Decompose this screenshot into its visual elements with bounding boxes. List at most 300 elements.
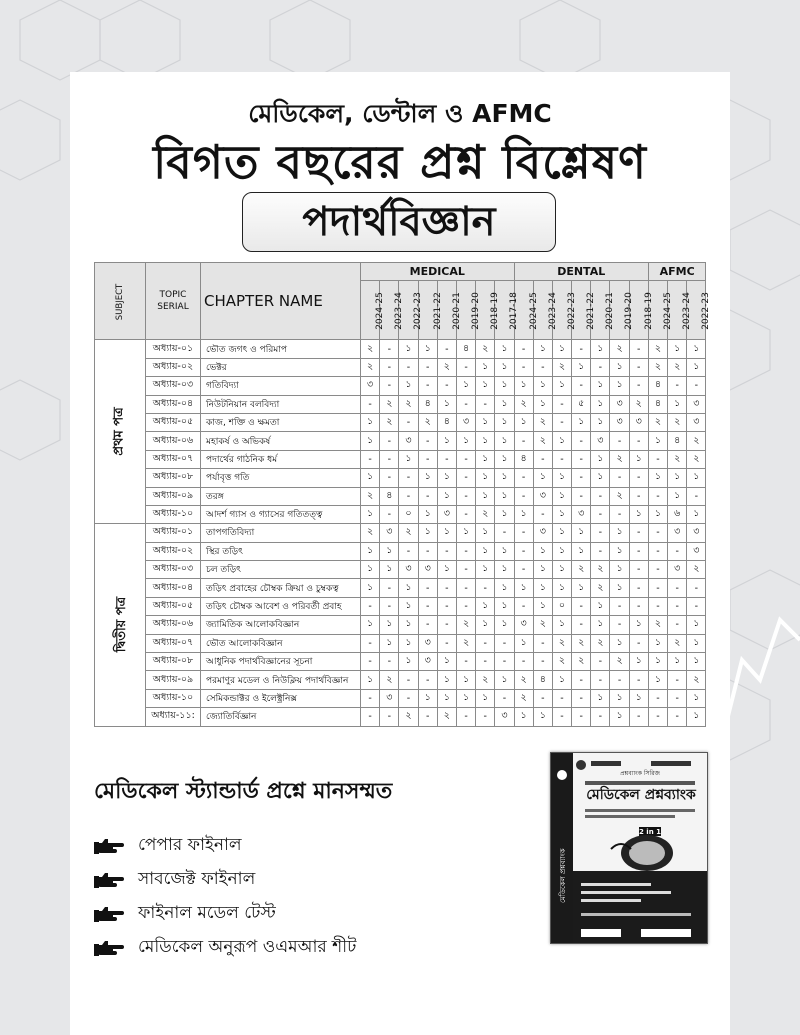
features-title: মেডিকেল স্ট্যান্ডার্ড প্রশ্নে মানসম্মত	[94, 779, 393, 804]
subject-column-header	[95, 263, 146, 340]
question-count-cell: -	[380, 597, 399, 615]
question-count-cell: -	[456, 561, 475, 579]
question-count-cell: -	[495, 689, 514, 707]
question-count-cell: ১	[495, 432, 514, 450]
feature-text: পেপার ফাইনাল	[138, 835, 242, 855]
question-count-cell: ৪	[533, 671, 552, 689]
question-count-cell: ২	[456, 634, 475, 652]
question-count-cell: -	[668, 708, 687, 726]
question-count-cell: ৪	[668, 432, 687, 450]
question-count-cell: ২	[610, 450, 629, 468]
question-count-cell: ১	[533, 377, 552, 395]
table-row	[95, 377, 706, 395]
question-count-cell: -	[456, 450, 475, 468]
question-count-cell: ১	[361, 505, 380, 523]
question-count-cell: -	[361, 689, 380, 707]
question-count-cell: ২	[668, 358, 687, 376]
question-count-cell: ১	[418, 340, 437, 358]
question-count-cell: ১	[476, 377, 495, 395]
question-count-cell: ২	[380, 395, 399, 413]
question-count-cell: ২	[476, 505, 495, 523]
question-count-cell: ৩	[687, 395, 706, 413]
question-count-cell: -	[380, 653, 399, 671]
question-count-cell: ১	[648, 634, 667, 652]
question-count-cell: -	[476, 579, 495, 597]
question-count-cell: -	[648, 708, 667, 726]
question-count-cell: -	[418, 432, 437, 450]
feature-item	[94, 863, 534, 897]
chapter-name: পরমাণুর মডেল ও নিউক্লিয় পদার্থবিজ্ঞান	[201, 671, 361, 689]
chapter-serial: অধ্যায়-০৫	[146, 413, 201, 431]
question-count-cell: ১	[456, 689, 475, 707]
question-count-cell: -	[591, 653, 610, 671]
question-count-cell: ১	[552, 542, 571, 560]
question-count-cell: ১	[361, 413, 380, 431]
question-count-cell: ৪	[648, 377, 667, 395]
question-count-cell: -	[380, 432, 399, 450]
question-count-cell: -	[456, 505, 475, 523]
chapter-name-header: CHAPTER NAME	[201, 263, 361, 340]
year-label: 2024-25	[528, 292, 539, 330]
chapter-serial: অধ্যায়-১০	[146, 689, 201, 707]
question-count-cell: ৩	[687, 413, 706, 431]
question-count-cell: ১	[418, 524, 437, 542]
question-count-cell: -	[572, 450, 591, 468]
question-count-cell: ২	[687, 671, 706, 689]
question-count-cell: ১	[514, 634, 533, 652]
table-row	[95, 708, 706, 726]
question-count-cell: ১	[476, 450, 495, 468]
question-count-cell: -	[572, 377, 591, 395]
question-count-cell: ২	[380, 671, 399, 689]
question-count-cell: ৪	[418, 395, 437, 413]
question-count-cell: -	[456, 395, 475, 413]
question-count-cell: ১	[610, 561, 629, 579]
question-count-cell: ২	[399, 708, 418, 726]
question-count-cell: -	[437, 377, 456, 395]
question-count-cell: ৬	[668, 505, 687, 523]
question-count-cell: -	[399, 413, 418, 431]
question-count-cell: ১	[552, 505, 571, 523]
question-count-cell: ২	[668, 634, 687, 652]
feature-item	[94, 829, 534, 863]
table-row	[95, 542, 706, 560]
table-header	[95, 263, 712, 340]
chapter-serial: অধ্যায়-০৭	[146, 634, 201, 652]
question-count-cell: ১	[533, 340, 552, 358]
question-count-cell: -	[648, 487, 667, 505]
question-count-cell: -	[495, 634, 514, 652]
chapter-serial: অধ্যায়-০৮	[146, 653, 201, 671]
question-count-cell: ১	[514, 505, 533, 523]
question-count-cell: ১	[687, 616, 706, 634]
question-count-cell: ২	[533, 413, 552, 431]
question-count-cell: ১	[533, 542, 552, 560]
chapter-serial: অধ্যায়-০৬	[146, 616, 201, 634]
question-count-cell: ১	[495, 340, 514, 358]
question-count-cell: ১	[552, 340, 571, 358]
question-count-cell: ২	[514, 671, 533, 689]
question-count-cell: ১	[418, 689, 437, 707]
topic-serial-header: TOPIC SERIAL	[146, 263, 201, 340]
question-count-cell: -	[495, 524, 514, 542]
question-count-cell: -	[629, 469, 648, 487]
question-count-cell: ২	[687, 561, 706, 579]
question-count-cell: -	[629, 524, 648, 542]
question-count-cell: ১	[418, 505, 437, 523]
question-count-cell: ২	[648, 340, 667, 358]
question-count-cell: ১	[552, 561, 571, 579]
chapter-serial: অধ্যায়-০৭	[146, 450, 201, 468]
pointing-hand-icon	[94, 939, 124, 957]
chapter-serial: অধ্যায়-০২	[146, 542, 201, 560]
question-count-cell: ২	[668, 413, 687, 431]
question-count-cell: ১	[361, 432, 380, 450]
question-count-cell: ২	[399, 395, 418, 413]
year-label: 2023-24	[547, 292, 558, 330]
year-label: 2024-25	[662, 292, 673, 330]
question-count-cell: -	[380, 377, 399, 395]
question-count-cell: ২	[572, 634, 591, 652]
question-count-cell: ১	[495, 579, 514, 597]
question-count-cell: ৪	[437, 413, 456, 431]
question-count-cell: ২	[476, 671, 495, 689]
question-count-cell: ২	[399, 524, 418, 542]
question-count-cell: ১	[495, 395, 514, 413]
feature-text: সাবজেক্ট ফাইনাল	[138, 869, 256, 889]
book-title: মেডিকেল প্রশ্নব্যাংক	[586, 787, 696, 803]
question-count-cell: ১	[648, 505, 667, 523]
chapter-name: ভৌত আলোকবিজ্ঞান	[201, 634, 361, 652]
question-count-cell: -	[668, 689, 687, 707]
book-spine-text: মেডিকেল প্রশ্নব্যাংক	[559, 848, 567, 903]
question-count-cell: -	[629, 671, 648, 689]
question-count-cell: ১	[476, 689, 495, 707]
table-row	[95, 671, 706, 689]
question-count-cell: -	[418, 597, 437, 615]
question-count-cell: -	[514, 597, 533, 615]
year-label: 2018-19	[643, 292, 654, 330]
question-count-cell: -	[572, 340, 591, 358]
question-count-cell: ২	[687, 432, 706, 450]
question-count-cell: -	[399, 358, 418, 376]
pointing-hand-icon	[94, 871, 124, 889]
question-count-cell: -	[476, 395, 495, 413]
question-count-cell: -	[437, 634, 456, 652]
question-count-cell: -	[648, 450, 667, 468]
question-count-cell: ১	[572, 542, 591, 560]
question-count-cell: -	[533, 505, 552, 523]
question-count-cell: ১	[380, 616, 399, 634]
question-count-cell: ২	[533, 432, 552, 450]
question-count-cell: ২	[456, 616, 475, 634]
question-count-cell: -	[648, 579, 667, 597]
chapter-serial: অধ্যায়-০৪	[146, 579, 201, 597]
feature-text: ফাইনাল মডেল টেস্ট	[138, 903, 276, 923]
question-count-cell: -	[687, 487, 706, 505]
question-count-cell: -	[399, 542, 418, 560]
question-count-cell: ১	[668, 469, 687, 487]
question-count-cell: ৩	[418, 561, 437, 579]
question-count-cell: ৩	[437, 505, 456, 523]
chapter-name: ভেক্টর	[201, 358, 361, 376]
table-row	[95, 616, 706, 634]
chapter-serial: অধ্যায়-০৩	[146, 561, 201, 579]
question-count-cell: ১	[687, 358, 706, 376]
question-count-cell: -	[514, 469, 533, 487]
question-count-cell: ২	[533, 616, 552, 634]
year-label: 2019-20	[624, 292, 635, 330]
chapter-name: তড়িৎ চৌম্বক আবেশ ও পরিবর্তী প্রবাহ	[201, 597, 361, 615]
question-count-cell: ১	[552, 524, 571, 542]
chapter-serial: অধ্যায়-০৩	[146, 377, 201, 395]
question-count-cell: ১	[495, 505, 514, 523]
table-row	[95, 653, 706, 671]
question-count-cell: ৩	[380, 689, 399, 707]
year-header	[361, 281, 385, 340]
question-count-cell: ১	[476, 413, 495, 431]
chapter-name: স্থির তড়িৎ	[201, 542, 361, 560]
question-count-cell: -	[380, 340, 399, 358]
question-count-cell: -	[456, 469, 475, 487]
question-count-cell: -	[552, 708, 571, 726]
table-row	[95, 413, 706, 431]
question-count-cell: -	[591, 524, 610, 542]
question-count-cell: -	[361, 634, 380, 652]
question-count-cell: ৩	[572, 505, 591, 523]
question-count-cell: -	[610, 671, 629, 689]
chapter-name: মহাকর্ষ ও অভিকর্ষ	[201, 432, 361, 450]
question-count-cell: ১	[591, 413, 610, 431]
chapter-serial: অধ্যায়-০১	[146, 524, 201, 542]
question-count-cell: ৩	[495, 708, 514, 726]
chapter-name: তাপগতিবিদ্যা	[201, 524, 361, 542]
question-count-cell: ১	[552, 432, 571, 450]
question-count-cell: ২	[610, 340, 629, 358]
question-count-cell: ১	[514, 579, 533, 597]
question-count-cell: -	[591, 358, 610, 376]
question-count-cell: ১	[361, 671, 380, 689]
question-count-cell: ১	[648, 653, 667, 671]
question-count-cell: -	[648, 542, 667, 560]
question-count-cell: ২	[514, 395, 533, 413]
question-count-cell: ১	[476, 597, 495, 615]
question-count-cell: -	[437, 579, 456, 597]
question-count-cell: ১	[495, 377, 514, 395]
table-row	[95, 395, 706, 413]
question-count-cell: ৩	[668, 561, 687, 579]
question-count-cell: ১	[610, 358, 629, 376]
question-count-cell: -	[668, 377, 687, 395]
question-count-cell: -	[629, 579, 648, 597]
question-count-cell: ২	[648, 616, 667, 634]
question-count-cell: ১	[399, 634, 418, 652]
question-count-cell: -	[380, 708, 399, 726]
question-count-cell: ০	[552, 597, 571, 615]
table-row	[95, 450, 706, 468]
chapter-name: তরঙ্গ	[201, 487, 361, 505]
question-count-cell: -	[533, 653, 552, 671]
question-count-cell: ১	[629, 689, 648, 707]
question-count-cell: ১	[399, 616, 418, 634]
question-count-cell: -	[380, 579, 399, 597]
paper-part-label	[95, 524, 146, 726]
question-count-cell: ২	[591, 561, 610, 579]
question-count-cell: ২	[418, 413, 437, 431]
chapter-name: আধুনিক পদার্থবিজ্ঞানের সূচনা	[201, 653, 361, 671]
question-count-cell: ১	[495, 450, 514, 468]
question-count-cell: ৩	[399, 561, 418, 579]
chapter-serial: অধ্যায়-০৮	[146, 469, 201, 487]
question-count-cell: -	[533, 450, 552, 468]
header-subtitle: মেডিকেল, ডেন্টাল ও AFMC	[248, 99, 552, 128]
question-count-cell: ১	[610, 689, 629, 707]
question-count-cell: ১	[687, 708, 706, 726]
year-label: 2023-24	[681, 292, 692, 330]
question-count-cell: -	[629, 358, 648, 376]
question-count-cell: -	[572, 487, 591, 505]
question-count-cell: -	[514, 653, 533, 671]
question-count-cell: -	[687, 597, 706, 615]
question-count-cell: ১	[476, 524, 495, 542]
question-count-cell: ১	[380, 634, 399, 652]
question-count-cell: -	[418, 487, 437, 505]
table-row	[95, 634, 706, 652]
question-count-cell: -	[399, 487, 418, 505]
question-count-cell: -	[572, 597, 591, 615]
chapter-name: কাজ, শক্তি ও ক্ষমতা	[201, 413, 361, 431]
question-count-cell: ১	[629, 616, 648, 634]
question-count-cell: ৩	[629, 413, 648, 431]
question-count-cell: -	[572, 671, 591, 689]
question-count-cell: ৩	[533, 487, 552, 505]
question-count-cell: ১	[399, 653, 418, 671]
question-count-cell: -	[418, 450, 437, 468]
question-count-cell: ১	[437, 689, 456, 707]
question-count-cell: ৩	[514, 616, 533, 634]
question-count-cell: ১	[476, 487, 495, 505]
question-count-cell: -	[456, 542, 475, 560]
table-row	[95, 340, 706, 358]
question-count-cell: -	[437, 597, 456, 615]
chapter-serial: অধ্যায়-০৬	[146, 432, 201, 450]
question-count-cell: -	[610, 469, 629, 487]
question-count-cell: ২	[572, 653, 591, 671]
question-count-cell: -	[361, 450, 380, 468]
question-count-cell: -	[514, 542, 533, 560]
question-count-cell: ২	[629, 395, 648, 413]
chapter-serial: অধ্যায়-১০	[146, 505, 201, 523]
question-count-cell: -	[456, 653, 475, 671]
chapter-name: পর্যাবৃত্ত গতি	[201, 469, 361, 487]
question-count-cell: ১	[533, 469, 552, 487]
question-count-cell: -	[456, 708, 475, 726]
question-count-cell: ৩	[610, 395, 629, 413]
question-count-cell: ১	[648, 671, 667, 689]
question-count-cell: ২	[572, 561, 591, 579]
question-count-cell: ১	[552, 616, 571, 634]
question-count-cell: ১	[687, 689, 706, 707]
question-count-cell: ১	[648, 469, 667, 487]
question-count-cell: ১	[668, 340, 687, 358]
feature-item	[94, 931, 534, 965]
chapter-name: জ্যামিতিক আলোকবিজ্ঞান	[201, 616, 361, 634]
question-count-cell: ১	[687, 505, 706, 523]
question-count-cell: ১	[437, 432, 456, 450]
question-count-cell: -	[361, 395, 380, 413]
question-count-cell: -	[361, 708, 380, 726]
question-count-cell: ১	[610, 377, 629, 395]
year-label: 2020-21	[451, 292, 462, 330]
question-count-cell: -	[610, 597, 629, 615]
table-row	[95, 524, 706, 542]
question-count-cell: ২	[514, 689, 533, 707]
book-cover-graphic	[551, 753, 707, 943]
question-count-cell: ৩	[610, 413, 629, 431]
pointing-hand-icon	[94, 905, 124, 923]
question-count-cell: ৫	[572, 395, 591, 413]
question-count-cell: ১	[437, 653, 456, 671]
question-count-cell: -	[552, 413, 571, 431]
question-count-cell: -	[514, 561, 533, 579]
table-row	[95, 597, 706, 615]
question-count-cell: -	[591, 505, 610, 523]
question-count-cell: ৪	[380, 487, 399, 505]
table-body	[95, 340, 706, 726]
question-count-cell: -	[648, 561, 667, 579]
question-count-cell: -	[648, 597, 667, 615]
question-count-cell: -	[629, 561, 648, 579]
question-count-cell: ১	[495, 597, 514, 615]
question-count-cell: ১	[399, 579, 418, 597]
question-count-cell: ১	[418, 469, 437, 487]
chapter-serial: অধ্যায়-১১:	[146, 708, 201, 726]
question-count-cell: -	[629, 340, 648, 358]
question-count-cell: -	[610, 432, 629, 450]
feature-item	[94, 897, 534, 931]
question-count-cell: ১	[533, 395, 552, 413]
question-count-cell: ১	[476, 432, 495, 450]
question-count-cell: -	[476, 653, 495, 671]
question-count-cell: ২	[610, 487, 629, 505]
question-count-cell: ১	[533, 579, 552, 597]
question-count-cell: -	[380, 358, 399, 376]
question-count-cell: ১	[361, 561, 380, 579]
question-count-cell: ১	[456, 377, 475, 395]
question-count-cell: ২	[552, 358, 571, 376]
question-count-cell: ১	[437, 395, 456, 413]
question-count-cell: ১	[629, 450, 648, 468]
question-count-cell: ১	[591, 395, 610, 413]
question-count-cell: -	[514, 487, 533, 505]
features-list	[94, 829, 534, 965]
question-count-cell: ১	[687, 469, 706, 487]
question-count-cell: ১	[514, 377, 533, 395]
question-count-cell: ২	[610, 653, 629, 671]
question-count-cell: -	[361, 653, 380, 671]
question-count-cell: ১	[610, 708, 629, 726]
question-count-cell: ২	[361, 487, 380, 505]
question-count-cell: ১	[572, 579, 591, 597]
question-count-cell: ১	[610, 634, 629, 652]
question-count-cell: -	[456, 487, 475, 505]
question-count-cell: ১	[399, 450, 418, 468]
question-count-cell: ১	[495, 671, 514, 689]
question-count-cell: -	[668, 597, 687, 615]
question-count-cell: ২	[648, 358, 667, 376]
question-count-cell: ১	[533, 597, 552, 615]
question-count-cell: ১	[437, 524, 456, 542]
